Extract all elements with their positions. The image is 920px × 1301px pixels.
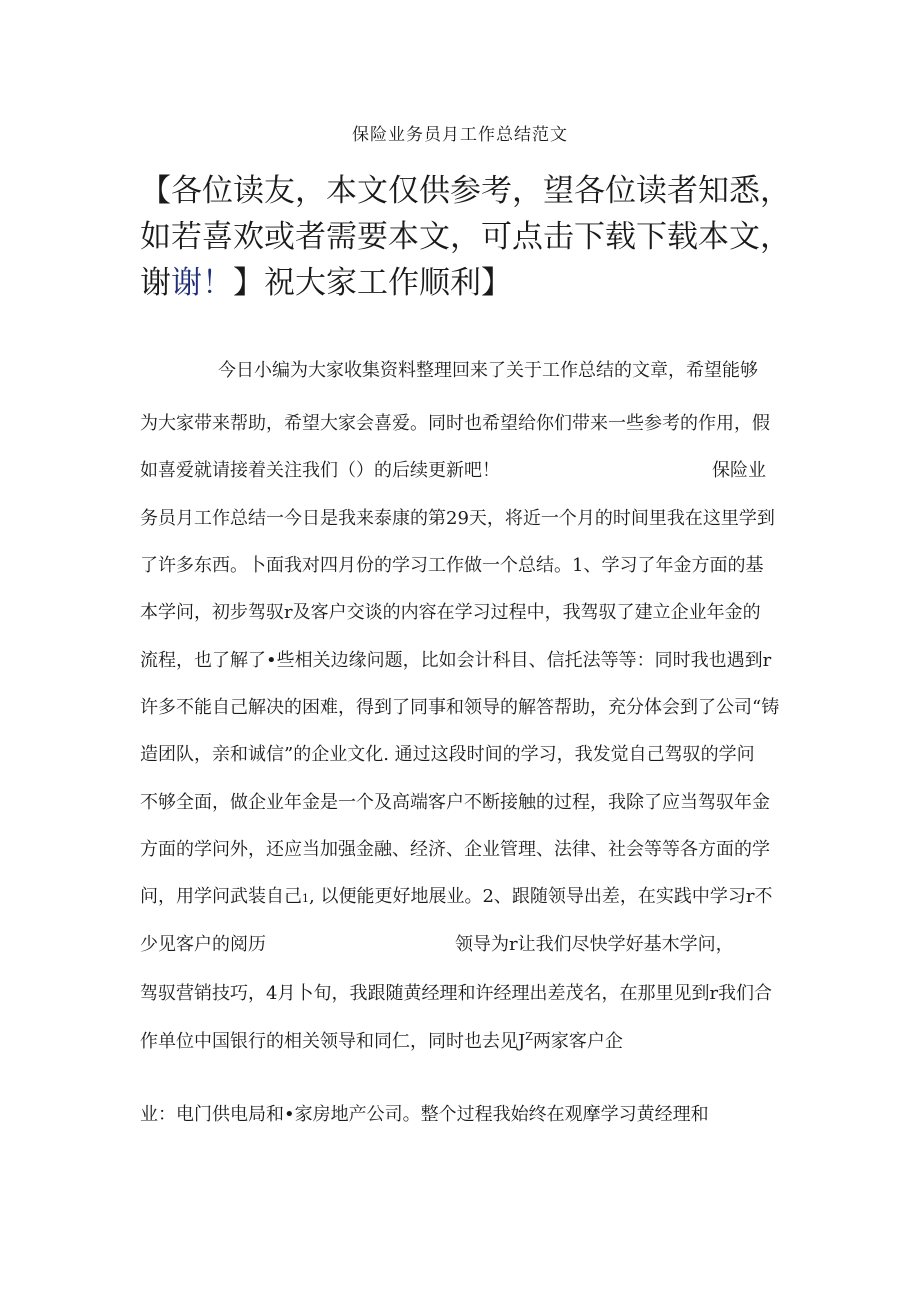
- body-line: 驾驭营销技巧，4月卜旬，我跟随黄经理和许经理出差茂名，在那里见到r我们合: [140, 983, 773, 1004]
- body-line: 流程，也了解了•些相关边缘问题，比如会计科目、信托法等等：同时我也遇到r: [140, 650, 772, 671]
- body-line: 如喜爱就请接着关注我们（）的后续更新吧！: [140, 460, 500, 481]
- body-line: 少见客户的阅历: [140, 934, 266, 955]
- notice-line-1: 【各位读友，本文仅供参考，望各位读者知悉，: [140, 173, 791, 209]
- body-line: 本学问，初步驾驭r及客户交谈的内容在学习过程中，我驾驭了建立企业年金的: [140, 602, 761, 623]
- notice-thanks-accent: 谢！: [171, 265, 233, 301]
- body-line: 了许多东西。卜面我对四月份的学习工作做一个总结。1、学习了年金方面的基: [140, 555, 764, 576]
- notice-line-3-end: 】祝大家工作顺利】: [233, 265, 512, 301]
- body-line: 造团队，亲和诚信”的企业文化. 通过这段时间的学习，我发觉自己驾驭的学问: [140, 744, 755, 765]
- body-superscript: Z: [525, 1030, 533, 1043]
- body-subscript: 1: [302, 892, 309, 905]
- body-line: 务员月工作总结一今日是我来泰康的第29天，将近一个月的时间里我在这里学到: [140, 508, 775, 529]
- body-line: 业：电门供电局和•家房地产公司。整个过程我始终在观摩学习黄经理和: [140, 1104, 709, 1125]
- notice-line-3: [140, 260, 800, 306]
- body-line: [140, 1027, 790, 1053]
- body-line: 今日小编为大家收集资料整理回来了关于工作总结的文章，希望能够: [218, 360, 758, 381]
- body-line: 方面的学问外，还应当加强金融、经济、企业管理、法律、社会等等各方面的学: [140, 839, 770, 860]
- document-title: 保险业务员月工作总结范文: [352, 125, 568, 145]
- body-line: [140, 882, 790, 908]
- body-line-part: 作单位中国银行的相关领导和同仁，同时也去见J: [140, 1031, 526, 1052]
- download-notice: [140, 168, 800, 306]
- body-line: 为大家带来帮助，希望大家会喜爱。同时也希望给你们带来一些参考的作用，假: [140, 413, 770, 434]
- body-line: 不够全面，做企业年金是一个及高端客户不断接触的过程，我除了应当驾驭年金: [140, 792, 770, 813]
- body-line-part: 问，用学问武装自己: [140, 886, 302, 907]
- body-line: 领导为r让我们尽快学好基木学问，: [455, 934, 734, 955]
- notice-line-3-start: 谢: [140, 265, 171, 301]
- body-line-part: 两家客户企: [532, 1031, 623, 1052]
- body-line: 许多不能自己解决的困难，得到了同事和领导的解答帮助，充分体会到了公司“铸: [140, 697, 780, 718]
- body-line-part: , 以便能更好地展业。2、跟随领导出差，在实践中学习r不: [309, 886, 773, 907]
- body-line: 保险业: [712, 460, 766, 481]
- notice-line-2: 如若喜欢或者需要本文，可点击下载下载本文，: [140, 219, 791, 255]
